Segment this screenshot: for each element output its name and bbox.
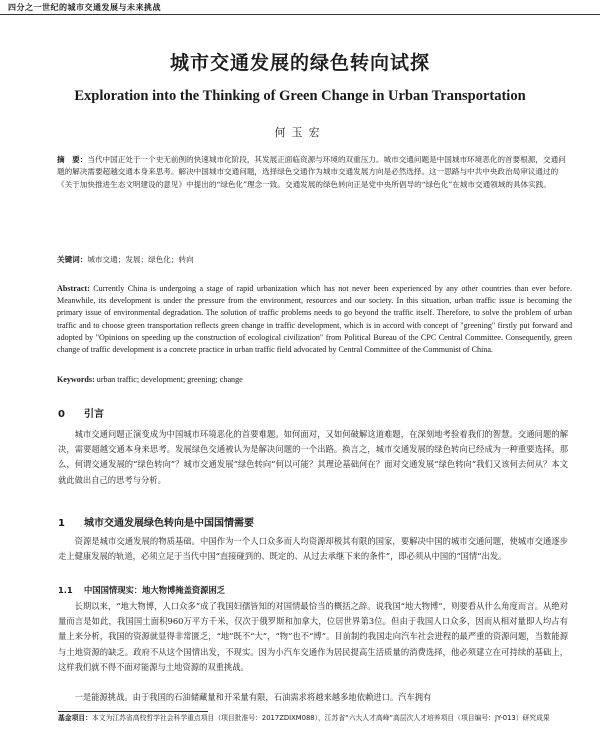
- keywords-english-text: urban traffic; development; greening; change: [96, 375, 243, 384]
- footnote-text: 本文为江苏省高校哲学社会科学重点项目（项目批准号：2017ZDIXM088），江苏省“六大人才高峰”高层次人才培养项目（项目编号：JY-013）研究成果: [91, 714, 550, 722]
- abstract-english: [57, 283, 572, 356]
- subsection-1-1-paragraph-2: 一是能源挑战。由于我国的石油储藏量和开采量有限，石油需求将越来越多地依赖进口。汽车拥有: [74, 692, 432, 702]
- footnote: [58, 713, 573, 723]
- footnote-rule: [58, 711, 208, 712]
- abstract-english-text: Currently China is undergoing a stage of rapid urbanization which has not never been experienced by any other countries than ever before. Meanwhile, its development is under the pressure from the environment, resources and our society. In this situation, urban traffic issue is becoming the primary issue of environmental degradation. The solution of traffic problems needs to go beyond the traffic itself. Therefore, to solve the problem of urban traffic and to choose green transportation reflects green change in traffic development, which is in accord with concept of "greening" firstly put forward and adopted by "Opinions on speeding up the construction of ecological civilization" from Political Bureau of the CPC Central Committee. Consequently, green change of traffic development is a concrete practice in urban traffic field advocated by Central Committee of the Communist of China.: [57, 284, 572, 355]
- keywords-chinese-label: 关键词：: [57, 255, 88, 264]
- section-0-number: 0: [58, 409, 65, 420]
- running-head: 四分之一世纪的城市交通发展与未来挑战: [8, 3, 161, 12]
- author: 何玉宏: [274, 126, 326, 139]
- subsection-1-1-paragraph: 长期以来，“地大物博，人口众多”成了我国妇孺皆知的对国情最恰当的概括之辞。说我国“地大物博”，则要看从什么角度而言。从绝对量而言是如此，我国国土面积960万平方千米，仅次于俄罗斯和加拿大，位居世界第3位。但由于我国人口众多，因而从相对量即人均占有量上来分析，我国的资源就显得非常匮乏，“地”既不“大”，“物”也不“博”。目前制约我国走向汽车社会进程的最严重的资源问题，当数能源与土地资源的缺乏。政府不从这个国情出发，不现实。因为小汽车交通作为居民提高生活质量的消费选择，他必须建立在可持续的基础上，这样我们就不得不面对能源与土地资源的双重挑战。: [58, 601, 568, 672]
- section-0-title: 引言: [84, 409, 104, 420]
- title-chinese: 城市交通发展的绿色转向试探: [169, 52, 430, 74]
- abstract-chinese-text: 当代中国正处于一个史无前例的快速城市化阶段，其发展正面临资源与环境的双重压力。城市交通问题是中国城市环境恶化的首要根源，交通问题的解决需要超越交通本身来思考。解决中国城市交通问题，选择绿色交通作为城市交通发展方向是必然选择。这一思路与中共中央政治局审议通过的《关于加快推进生态文明建设的意见》中提出的“绿色化”理念一致。交通发展的绿色转向正是党中央所倡导的“绿色化”在城市交通领域的具体实践。: [57, 155, 566, 189]
- section-0-paragraph: 城市交通问题正演变成为中国城市环境恶化的首要难题。如何面对，又如何破解这道难题，在深刻地考验着我们的智慧。交通问题的解决，需要超越交通本身来思考。发展绿色交通被认为是解决问题的一个出路。换言之，城市交通发展的绿色转向已经成为一种重要选择。那么，何谓交通发展的“绿色转向”？城市交通发展“绿色转向”何以可能？其理论基础何在？面对交通发展“绿色转向”我们又该何去何从？本文就此做出自己的思考与分析。: [58, 429, 568, 485]
- keywords-english-label: Keywords:: [57, 375, 95, 384]
- abstract-chinese: [57, 154, 567, 191]
- title-english: Exploration into the Thinking of Green Change in Urban Transportation: [74, 88, 526, 104]
- header-rule: [0, 14, 600, 15]
- section-1-heading: [58, 514, 254, 529]
- section-1-title: 城市交通发展绿色转向是中国国情需要: [84, 518, 254, 529]
- keywords-chinese-text: 城市交通；发展；绿色化；转向: [87, 255, 194, 264]
- abstract-english-label: Abstract:: [57, 284, 90, 293]
- keywords-english: [57, 375, 243, 384]
- section-1-number: 1: [58, 518, 65, 529]
- keywords-chinese: [57, 254, 567, 265]
- section-1-paragraph: 资源是城市交通发展的物质基础。中国作为一个人口众多而人均资源却极其有限的国家，要解决中国的城市交通问题，使城市交通逐步走上健康发展的轨道，必须立足于当代中国“直接碰到的、既定的、从过去承继下来的条件”，即必须从中国的“国情”出发。: [58, 536, 568, 562]
- footnote-label: 基金项目：: [58, 714, 92, 722]
- section-0-heading: [58, 405, 104, 420]
- abstract-chinese-label: 摘 要：: [57, 155, 88, 164]
- subsection-1-1-heading: [58, 584, 225, 596]
- subsection-1-1-number: 1.1: [58, 585, 73, 595]
- subsection-1-1-title: 中国国情现实：地大物博掩盖资源困乏: [84, 585, 226, 595]
